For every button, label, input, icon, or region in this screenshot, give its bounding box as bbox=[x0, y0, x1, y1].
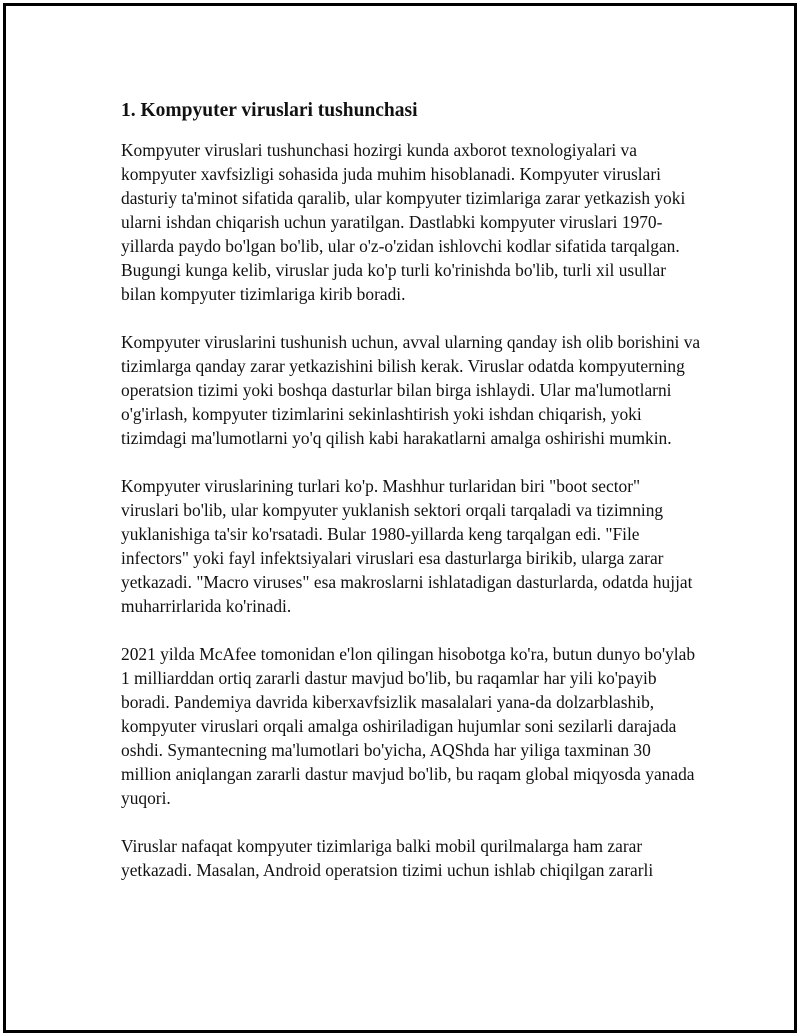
document-page bbox=[3, 3, 797, 1033]
paragraph-4: 2021 yilda McAfee tomonidan e'lon qilingan hisobotga ko'ra, butun dunyo bo'ylab 1 milliarddan ortiq zararli dastur mavjud bo'lib, bu raqamlar har yili ko'payib boradi. Pandemiya davrida kiberxavfsizlik masalalari yana-da dolzarblashib, kompyuter viruslari orqali amalga oshiriladigan hujumlar soni sezilarli darajada oshdi. Symantecning ma'lumotlari bo'yicha, AQShda har yiliga taxminan 30 million aniqlangan zararli dastur mavjud bo'lib, bu raqam global miqyosda yanada yuqori. bbox=[121, 644, 696, 808]
paragraph-2: Kompyuter viruslarini tushunish uchun, avval ularning qanday ish olib borishini va tizimlarga qanday zarar yetkazishini bilish kerak. Viruslar odatda kompyuterning operatsion tizimi yoki boshqa dasturlar bilan birga ishlaydi. Ular ma'lumotlarni o'g'irlash, kompyuter tizimlarini sekinlashtirish yoki ishdan chiqarish, yoki tizimdagi ma'lumotlarni yo'q qilish kabi harakatlarni amalga oshirishi mumkin. bbox=[121, 332, 701, 448]
paragraph-3: Kompyuter viruslarining turlari ko'p. Mashhur turlaridan biri "boot sector" viruslari bo'lib, ular kompyuter yuklanish sektori orqali tarqaladi va tizimning yuklanishiga ta'sir ko'rsatadi. Bular 1980-yillarda keng tarqalgan edi. "File infectors" yoki fayl infektsiyalari viruslari esa dasturlarga birikib, ularga zarar yetkazadi. "Macro viruses" esa makroslarni ishlatadigan dasturlarda, odatda hujjat muharrirlarida ko'rinadi. bbox=[121, 476, 693, 616]
document-body bbox=[121, 98, 701, 906]
paragraph-5: Viruslar nafaqat kompyuter tizimlariga balki mobil qurilmalarga ham zarar yetkazadi. Masalan, Android operatsion tizimi uchun ishlab chiqilgan zararli bbox=[121, 836, 654, 880]
paragraph-1: Kompyuter viruslari tushunchasi hozirgi kunda axborot texnologiyalari va kompyuter xavfsizligi sohasida juda muhim hisoblanadi. Kompyuter viruslari dasturiy ta'minot sifatida qaralib, ular kompyuter tizimlariga zarar yetkazish yoki ularni ishdan chiqarish uchun yaratilgan. Dastlabki kompyuter viruslari 1970-yillarda paydo bo'lgan bo'lib, ular o'z-o'zidan ishlovchi kodlar sifatida tarqalgan. Bugungi kunga kelib, viruslar juda ko'p turli ko'rinishda bo'lib, turli xil usullar bilan kompyuter tizimlariga kirib boradi. bbox=[121, 140, 686, 304]
section-heading: 1. Kompyuter viruslari tushunchasi bbox=[121, 100, 418, 121]
